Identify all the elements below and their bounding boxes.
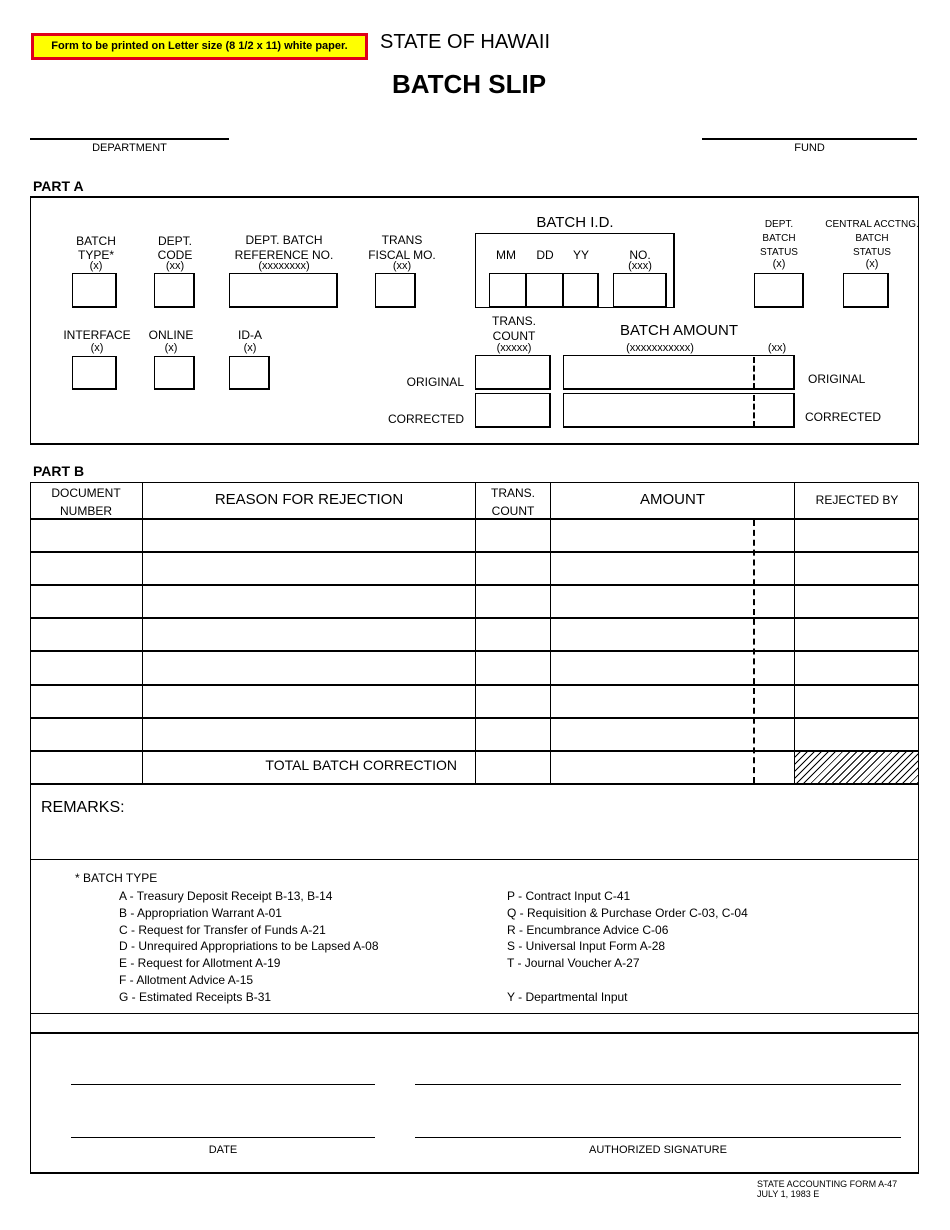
part-a-label: PART A [33,178,84,194]
central-status-line2: BATCH [855,233,889,244]
form-date: JULY 1, 1983 E [757,1189,820,1199]
dept-code-label-line1: DEPT. [157,234,192,248]
interface-label [58,328,136,355]
trans-count-label-line1: TRANS. [491,314,536,328]
header-trans-count-line2: COUNT [491,504,535,518]
fund-line[interactable] [702,138,917,140]
trans-fiscal-field[interactable] [375,273,416,308]
central-status-line3: STATUS [853,247,891,258]
trans-count-label-line2: COUNT [492,329,536,343]
form-title: BATCH SLIP [392,69,547,99]
dept-batch-ref-field[interactable] [229,273,338,308]
spacer-right-edge [918,1014,919,1032]
department-label: DEPARTMENT [92,142,167,154]
batch-type-item: F - Allotment Advice A-15 [119,972,254,987]
id-a-label [220,328,280,355]
batch-id-title: BATCH I.D. [536,214,614,231]
trans-count-corrected-field[interactable] [475,393,551,428]
online-format: (x) [164,342,178,354]
batch-amount-corrected-field[interactable] [563,393,795,428]
online-label [141,328,201,355]
total-amount-field[interactable] [551,752,794,783]
remarks-field[interactable] [140,790,910,854]
batch-amount-title: BATCH AMOUNT [619,322,739,339]
total-batch-correction-label: TOTAL BATCH CORRECTION [265,757,457,773]
authorized-signature-label: AUTHORIZED SIGNATURE [589,1144,727,1156]
batch-type-item: D - Unrequired Appropriations to be Lapsed A-08 [119,939,379,954]
table-row[interactable] [30,719,919,750]
central-status-line1: CENTRAL ACCTNG. [825,219,919,230]
table-row[interactable] [30,553,919,584]
batch-type-item: A - Treasury Deposit Receipt B-13, B-14 [119,889,333,903]
batch-type-item: P - Contract Input C-41 [507,889,631,903]
header-document-number [30,484,142,520]
spacer-left-edge [30,1014,31,1032]
central-status-field[interactable] [843,273,889,308]
batch-type-field[interactable] [72,273,117,308]
batch-type-label-line1: BATCH [76,234,116,248]
header-trans-count [476,484,550,520]
header-rejected-by: REJECTED BY [815,493,899,507]
print-notice: Form to be printed on Letter size (8 1/2 x 11) white paper. [31,33,368,60]
batch-id-no-field[interactable] [613,273,667,308]
table-row[interactable] [30,619,919,650]
signature-line-upper-right[interactable] [415,1084,901,1085]
header-trans-count-line1: TRANS. [490,486,535,500]
batch-id-mm-label: MM [496,248,516,262]
batch-amount-dollars-format: (xxxxxxxxxxx) [626,342,694,354]
trans-count-label [478,314,550,355]
batch-type-list-left [119,888,379,1006]
dept-code-format: (xx) [165,260,185,272]
batch-type-item: Q - Requisition & Purchase Order C-03, C-04 [507,905,748,920]
batch-type-format: (x) [89,260,103,272]
batch-type-item: G - Estimated Receipts B-31 [119,989,272,1004]
interface-field[interactable] [72,356,117,390]
online-label-text: ONLINE [148,328,194,342]
dept-batch-ref-label-line1: DEPT. BATCH [245,233,323,247]
dept-batch-status-line1: DEPT. [764,219,794,230]
id-a-field[interactable] [229,356,270,390]
signature-line-upper-left[interactable] [71,1084,375,1085]
batch-id-no-label [612,248,668,273]
date-label: DATE [208,1144,238,1156]
part-b-label: PART B [33,463,85,479]
batch-type-item: C - Request for Transfer of Funds A-21 [119,922,326,937]
batch-type-label-line2: TYPE* [77,248,114,262]
batch-type-item: R - Encumbrance Advice C-06 [507,922,669,937]
fund-label: FUND [794,142,825,154]
dept-code-field[interactable] [154,273,195,308]
id-a-label-text: ID-A [238,328,262,342]
central-status-format: (x) [865,258,879,270]
batch-id-dd-label: DD [536,248,554,262]
batch-type-item: T - Journal Voucher A-27 [507,956,640,971]
total-trans-count-field[interactable] [476,752,550,783]
batch-type-item: Y - Departmental Input [507,989,628,1004]
corrected-label-right: CORRECTED [805,410,882,424]
dept-batch-status-field[interactable] [754,273,804,308]
dept-batch-ref-label-line2: REFERENCE NO. [234,248,334,262]
authorized-signature-line[interactable] [415,1137,901,1138]
trans-fiscal-label-line1: TRANS [381,233,423,247]
batch-amount-cents-format: (xx) [767,342,787,354]
dept-code-label [145,234,205,273]
batch-id-no-format: (xxx) [628,260,652,272]
online-field[interactable] [154,356,195,390]
batch-type-heading: * BATCH TYPE [75,871,158,885]
table-row[interactable] [30,652,919,684]
form-id: STATE ACCOUNTING FORM A-47 [757,1179,898,1189]
batch-amount-original-field[interactable] [563,355,795,390]
batch-id-yy-field[interactable] [563,273,599,308]
total-row-line [30,783,919,785]
central-status-label [822,218,922,271]
batch-amount-original-cents-divider [753,357,755,389]
table-row[interactable] [30,586,919,617]
dept-batch-status-line3: STATUS [760,247,798,258]
rejected-by-hatched-cell [795,752,918,783]
batch-type-item: S - Universal Input Form A-28 [507,939,666,954]
batch-type-list-right [507,888,748,1006]
dept-batch-status-label [749,218,809,271]
dept-batch-status-format: (x) [772,258,786,270]
trans-fiscal-label [366,233,438,273]
batch-type-item [507,972,748,989]
dept-code-label-line2: CODE [157,248,193,262]
original-label-right: ORIGINAL [808,372,866,386]
dept-batch-ref-label [224,233,344,273]
batch-type-item: B - Appropriation Warrant A-01 [119,905,282,920]
interface-format: (x) [90,342,104,354]
state-name: STATE OF HAWAII [380,31,550,53]
batch-id-no-text: NO. [629,248,651,262]
department-line[interactable] [30,138,229,140]
date-line[interactable] [71,1137,375,1138]
trans-fiscal-label-line2: FISCAL MO. [368,248,436,262]
batch-id-mm-field[interactable] [489,273,527,308]
remarks-label: REMARKS: [41,799,125,816]
batch-amount-corrected-cents-divider [753,395,755,427]
trans-count-format: (xxxxx) [496,342,532,354]
batch-type-item: E - Request for Allotment A-19 [119,956,281,971]
table-row[interactable] [30,686,919,717]
header-amount: AMOUNT [640,491,705,508]
header-reason: REASON FOR REJECTION [214,491,404,508]
interface-label-text: INTERFACE [63,328,131,342]
original-label-left: ORIGINAL [406,375,464,389]
dept-batch-status-line2: BATCH [762,233,796,244]
header-document-number-line1: DOCUMENT [51,486,121,500]
table-row[interactable] [30,520,919,551]
id-a-format: (x) [243,342,257,354]
batch-type-label [66,234,126,273]
trans-count-original-field[interactable] [475,355,551,390]
form-identifier [757,1179,897,1199]
header-document-number-line2: NUMBER [59,504,112,518]
batch-id-yy-label: YY [572,248,589,262]
dept-batch-ref-format: (xxxxxxxx) [258,260,310,272]
remarks-bottom-line [30,859,919,860]
corrected-label-left: CORRECTED [387,412,464,426]
trans-fiscal-format: (xx) [392,260,412,272]
batch-id-dd-field[interactable] [526,273,564,308]
